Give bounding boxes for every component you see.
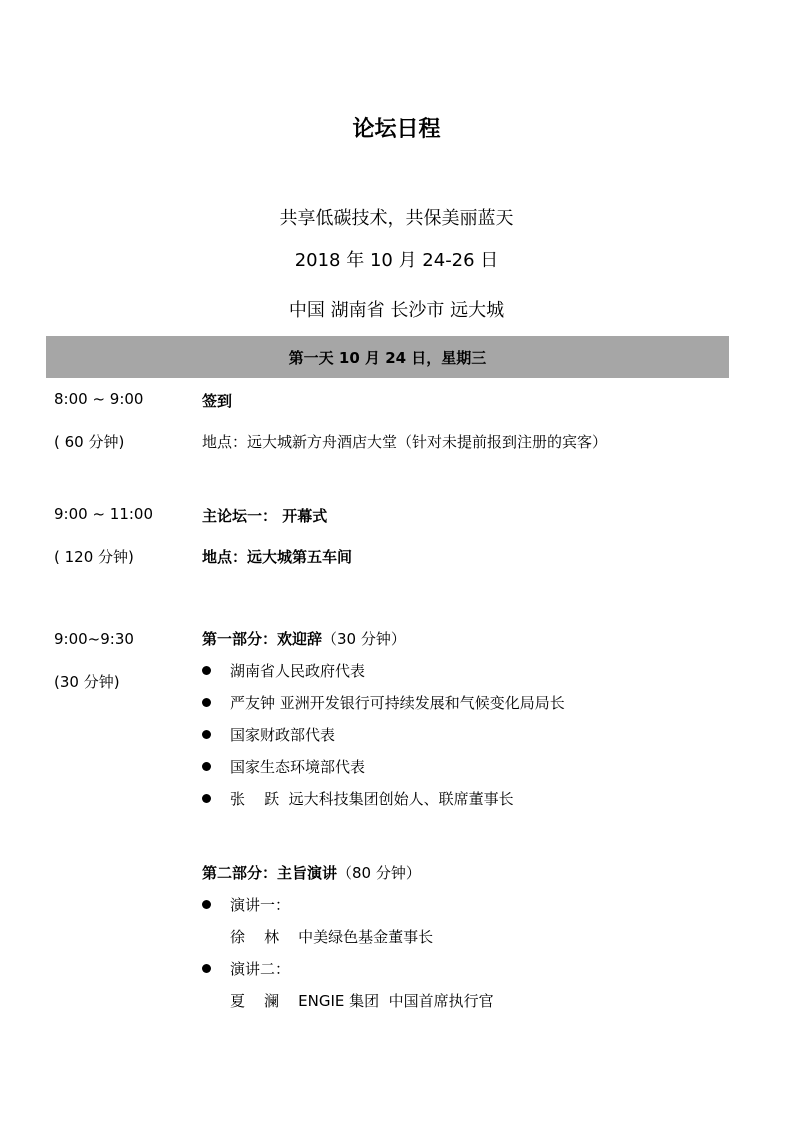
day-header-label: 第一天 10 月 24 日，星期三 [288, 348, 487, 367]
list-item-text: 湖南省人民政府代表 [230, 662, 366, 680]
session-time: 9:00~9:30 [54, 630, 134, 648]
talk-label: 演讲一： [230, 896, 291, 914]
bullet-icon [202, 964, 211, 973]
bullet-icon [202, 730, 211, 739]
day-header [46, 336, 729, 378]
list-item-text: 严友钟 亚洲开发银行可持续发展和气候变化局局长 [230, 694, 565, 712]
list-item-text: 张 跃 远大科技集团创始人、联席董事长 [230, 790, 514, 808]
part1-title: 第一部分：欢迎辞 [202, 630, 323, 648]
session-title: 主论坛一： 开幕式 [202, 507, 328, 525]
forum-location: 中国 湖南省 长沙市 远大城 [288, 300, 505, 321]
part2-heading [202, 862, 421, 883]
forum-subtitle: 共享低碳技术，共保美丽蓝天 [279, 208, 514, 229]
part1-duration: （30 分钟） [322, 630, 406, 648]
session-time: 8:00 ~ 9:00 [54, 390, 144, 408]
part2-title: 第二部分：主旨演讲 [202, 864, 338, 882]
list-item-text: 国家生态环境部代表 [230, 758, 366, 776]
session-duration: ( 60 分钟) [54, 433, 125, 451]
part2-duration: （80 分钟） [337, 864, 421, 882]
bullet-icon [202, 900, 211, 909]
bullet-icon [202, 666, 211, 675]
session-time: 9:00 ~ 11:00 [54, 505, 154, 523]
talk-speaker: 徐 林 中美绿色基金董事长 [230, 928, 434, 946]
session-duration: (30 分钟) [54, 673, 120, 691]
list-item-text: 国家财政部代表 [230, 726, 336, 744]
bullet-icon [202, 794, 211, 803]
session-venue: 地点：远大城第五车间 [202, 548, 353, 566]
part1-heading [202, 628, 406, 649]
forum-dates: 2018 年 10 月 24-26 日 [294, 250, 499, 271]
session-duration: ( 120 分钟) [54, 548, 134, 566]
talk-label: 演讲二： [230, 960, 291, 978]
bullet-icon [202, 762, 211, 771]
page-title: 论坛日程 [352, 117, 441, 142]
session-title: 签到 [202, 392, 233, 410]
talk-speaker: 夏 澜 ENGIE 集团 中国首席执行官 [230, 992, 494, 1010]
session-venue: 地点：远大城新方舟酒店大堂（针对未提前报到注册的宾客） [202, 433, 608, 451]
bullet-icon [202, 698, 211, 707]
